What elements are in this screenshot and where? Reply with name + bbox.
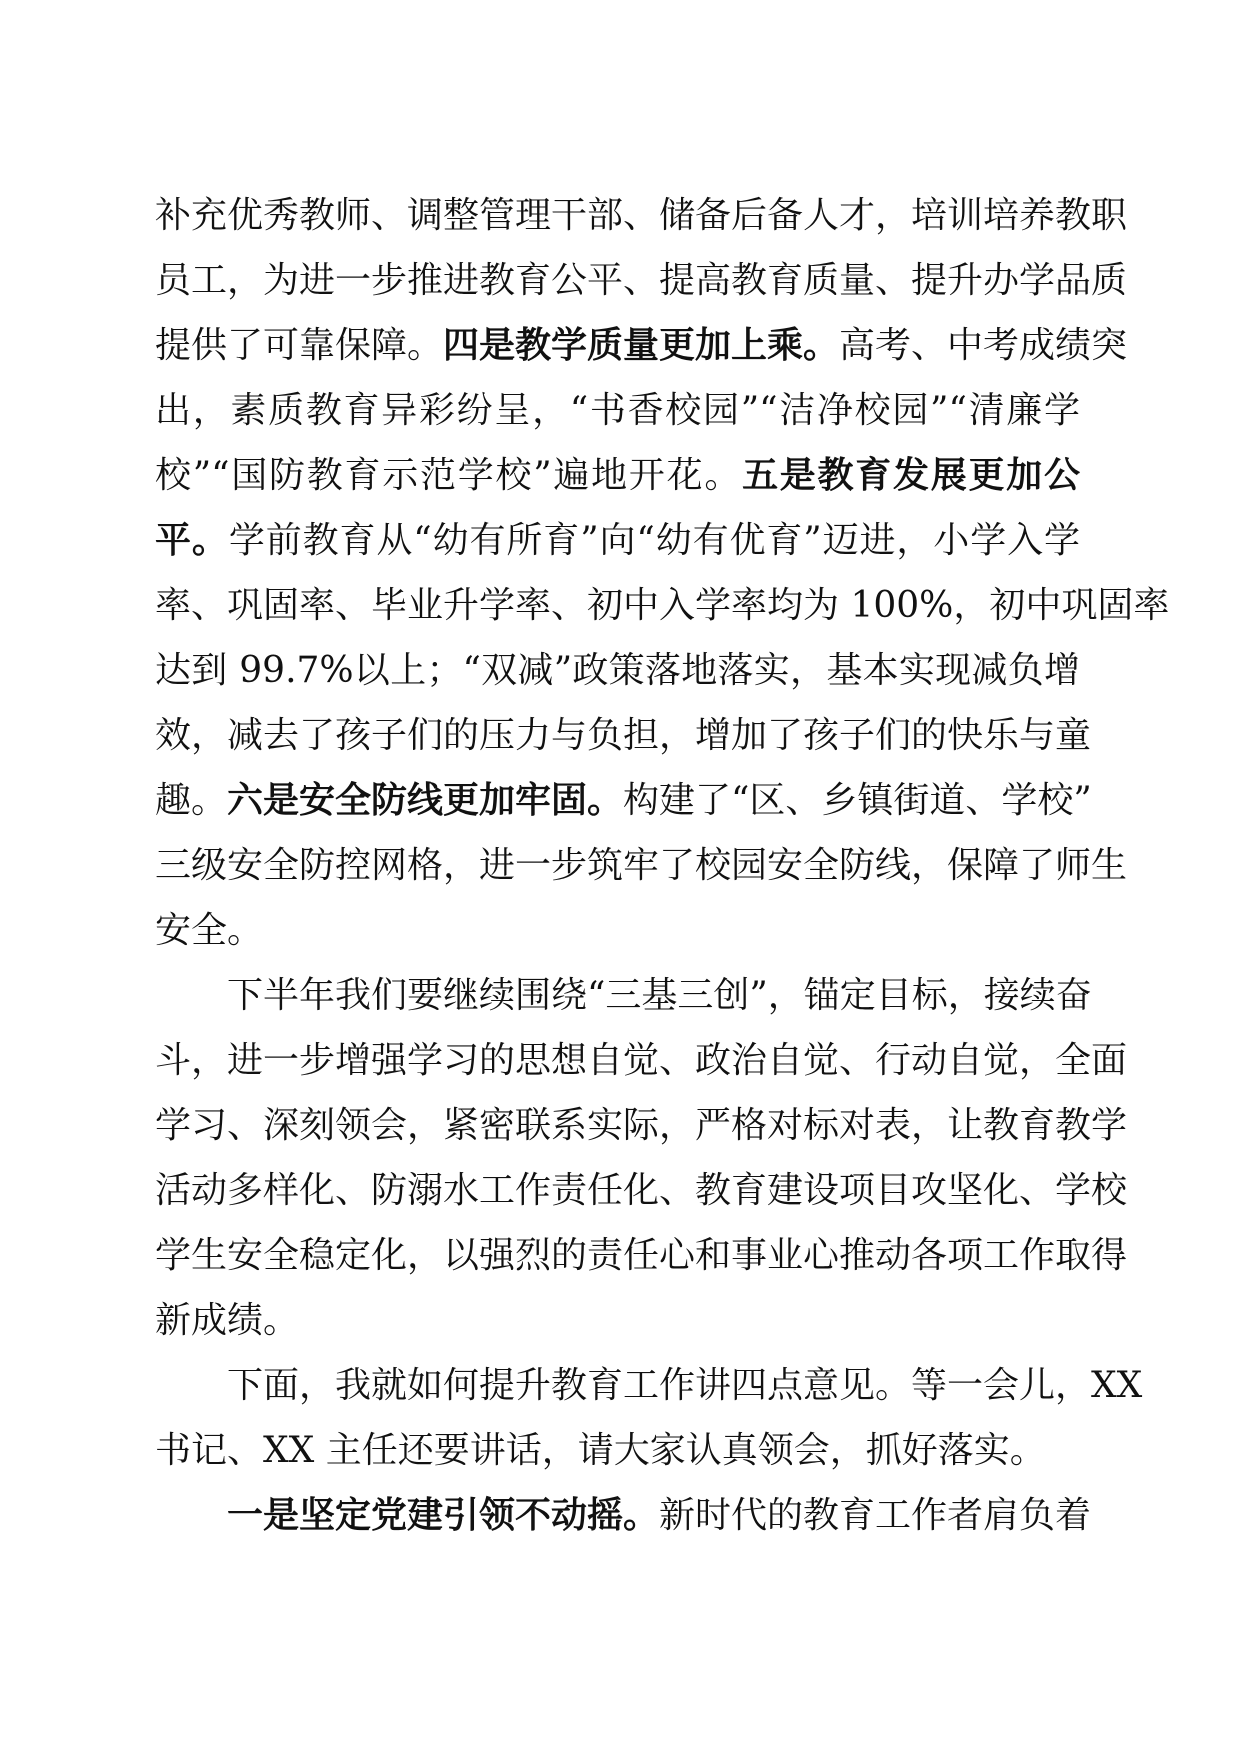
text-segment: 提供了可靠保障。: [155, 325, 444, 366]
text-line: [155, 313, 1128, 378]
text-line: [155, 1093, 1128, 1158]
text-segment: 校”“国防教育示范学校”遍地开花。: [155, 455, 743, 496]
text-segment: 学前教育从“幼有所育”向“幼有优育”迈进，小学入学: [228, 520, 1080, 561]
text-segment: 新时代的教育工作者肩负着: [659, 1495, 1092, 1536]
text-segment: 构建了“区、乡镇街道、学校”: [623, 780, 1092, 821]
text-line: [155, 1353, 1143, 1418]
text-segment: 出，素质教育异彩纷呈，“书香校园”“洁净校园”“清廉学: [155, 390, 1080, 431]
text-line: [155, 1223, 1128, 1288]
text-segment: 书记、XX 主任还要讲话，请大家认真领会，抓好落实。: [155, 1430, 1046, 1471]
text-segment: 趣。: [155, 780, 228, 821]
text-line: [155, 1418, 1080, 1483]
text-segment: 活动多样化、防溺水工作责任化、教育建设项目攻坚化、学校: [155, 1170, 1128, 1211]
bold-lead-phrase: 六是安全防线更加牢固。: [227, 779, 624, 821]
text-line: [155, 443, 1080, 508]
text-segment: 率、巩固率、毕业升学率、初中入学率均为 100%，初中巩固率: [155, 585, 1170, 626]
text-segment: 三级安全防控网格，进一步筑牢了校园安全防线，保障了师生: [155, 845, 1128, 886]
text-line: [155, 1483, 1092, 1548]
text-segment: 新成绩。: [155, 1300, 300, 1341]
text-segment: 学生安全稳定化，以强烈的责任心和事业心推动各项工作取得: [155, 1235, 1128, 1276]
text-line: [155, 508, 1080, 573]
bold-lead-phrase: 四是教学质量更加上乘。: [443, 324, 840, 366]
bold-lead-phrase: 五是教育发展更加公: [742, 454, 1080, 496]
text-segment: 斗，进一步增强学习的思想自觉、政治自觉、行动自觉，全面: [155, 1040, 1128, 1081]
text-line: [155, 1158, 1128, 1223]
text-segment: 安全。: [155, 910, 264, 951]
document-body: [155, 183, 1170, 1548]
text-line: [155, 638, 1080, 703]
text-line: [155, 703, 1092, 768]
text-line: [155, 833, 1128, 898]
text-segment: 下面，我就如何提升教育工作讲四点意见。等一会儿，XX: [227, 1365, 1143, 1406]
text-line: [155, 573, 1170, 638]
text-segment: 达到 99.7%以上；“双减”政策落地落实，基本实现减负增: [155, 650, 1080, 691]
text-line: [155, 378, 1080, 443]
text-line: [155, 898, 1080, 963]
text-line: [155, 183, 1128, 248]
text-segment: 高考、中考成绩突: [839, 325, 1128, 366]
text-segment: 学习、深刻领会，紧密联系实际，严格对标对表，让教育教学: [155, 1105, 1128, 1146]
text-line: [155, 1028, 1128, 1093]
text-segment: 员工，为进一步推进教育公平、提高教育质量、提升办学品质: [155, 260, 1128, 301]
text-line: [155, 768, 1092, 833]
text-line: [155, 248, 1128, 313]
text-line: [155, 1288, 1080, 1353]
text-segment: 下半年我们要继续围绕“三基三创”，锚定目标，接续奋: [227, 975, 1092, 1016]
text-segment: 补充优秀教师、调整管理干部、储备后备人才，培训培养教职: [155, 195, 1128, 236]
bold-lead-phrase: 一是坚定党建引领不动摇。: [227, 1494, 660, 1536]
bold-lead-phrase: 平。: [155, 519, 229, 561]
text-segment: 效，减去了孩子们的压力与负担，增加了孩子们的快乐与童: [155, 715, 1092, 756]
text-line: [155, 963, 1092, 1028]
